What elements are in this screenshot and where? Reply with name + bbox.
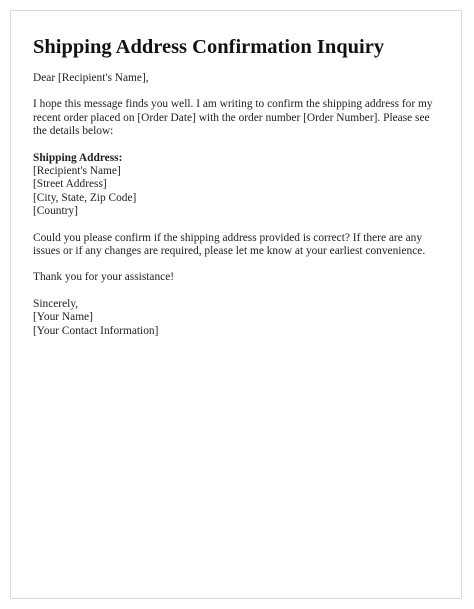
- address-heading: Shipping Address:: [33, 151, 123, 164]
- request-paragraph: Could you please confirm if the shipping address provided is correct? If there are any issues or if any changes are required, please let me know at your earliest convenience.: [33, 231, 426, 258]
- address-line-country: [Country]: [33, 205, 78, 218]
- shipping-address-block: [33, 152, 443, 219]
- letter-title: Shipping Address Confirmation Inquiry: [33, 36, 385, 58]
- letter-page: [10, 10, 462, 599]
- address-line-recipient: [Recipient's Name]: [33, 165, 121, 178]
- sender-contact: [Your Contact Information]: [33, 324, 159, 337]
- thanks-paragraph: Thank you for your assistance!: [33, 271, 175, 284]
- signoff-block: [33, 298, 443, 338]
- sender-name: [Your Name]: [33, 311, 93, 324]
- greeting: Dear [Recipient's Name],: [33, 72, 149, 84]
- address-line-city: [City, State, Zip Code]: [33, 191, 137, 204]
- letter-content: [33, 35, 443, 338]
- intro-paragraph: I hope this message finds you well. I am writing to confirm the shipping address for my recent order placed on [Order Date] with the order number [Order Number]. Please see the details below:: [33, 98, 433, 138]
- address-line-street: [Street Address]: [33, 178, 107, 191]
- closing: Sincerely,: [33, 297, 79, 310]
